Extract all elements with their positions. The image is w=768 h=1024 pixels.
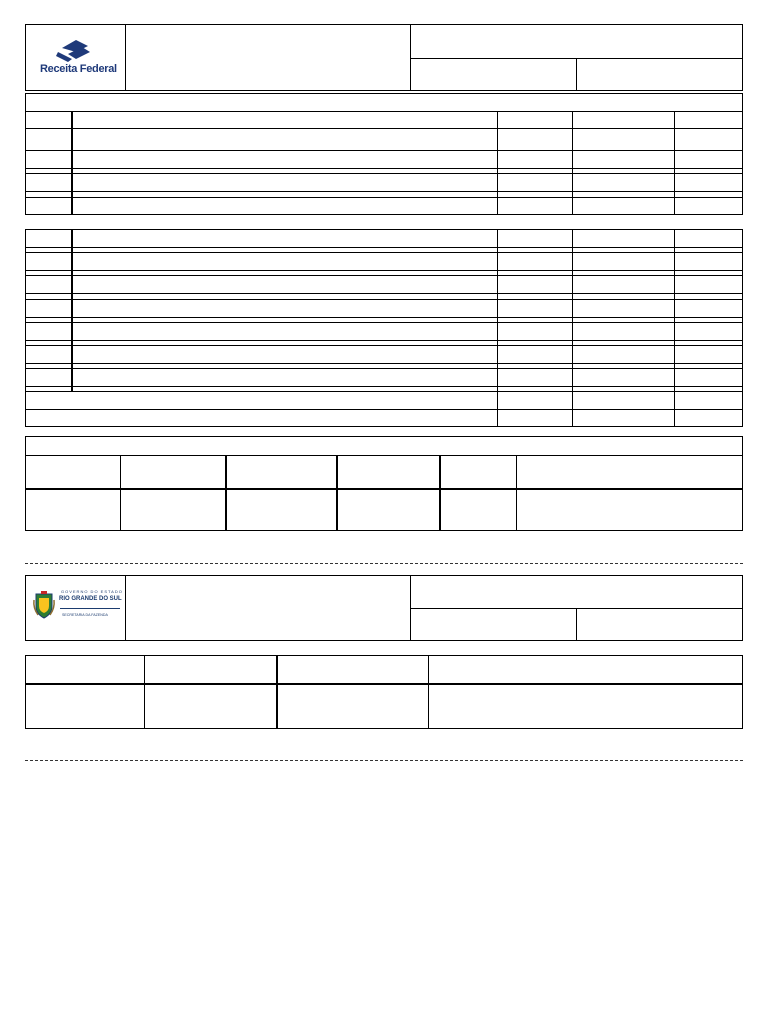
- items-table: [25, 111, 743, 215]
- rs-logo-line-3: SECRETARIA DA FAZENDA: [62, 613, 108, 617]
- rs-logo-line-2: RIO GRANDE DO SUL: [59, 596, 122, 602]
- rs-coat-of-arms-icon: [32, 590, 56, 620]
- cut-line-2: [25, 760, 743, 761]
- payment-section-title-row: [25, 436, 743, 456]
- receita-federal-emblem-icon: [54, 38, 98, 64]
- payment-table: [25, 455, 743, 531]
- rs-logo-line-1: GOVERNO DO ESTADO: [61, 589, 123, 594]
- items-table-continued: [25, 229, 743, 427]
- receipt-table: [25, 655, 743, 729]
- receita-federal-logo-text: Receita Federal: [40, 63, 117, 75]
- cut-line-1: [25, 563, 743, 564]
- items-section-title-row: [25, 93, 743, 112]
